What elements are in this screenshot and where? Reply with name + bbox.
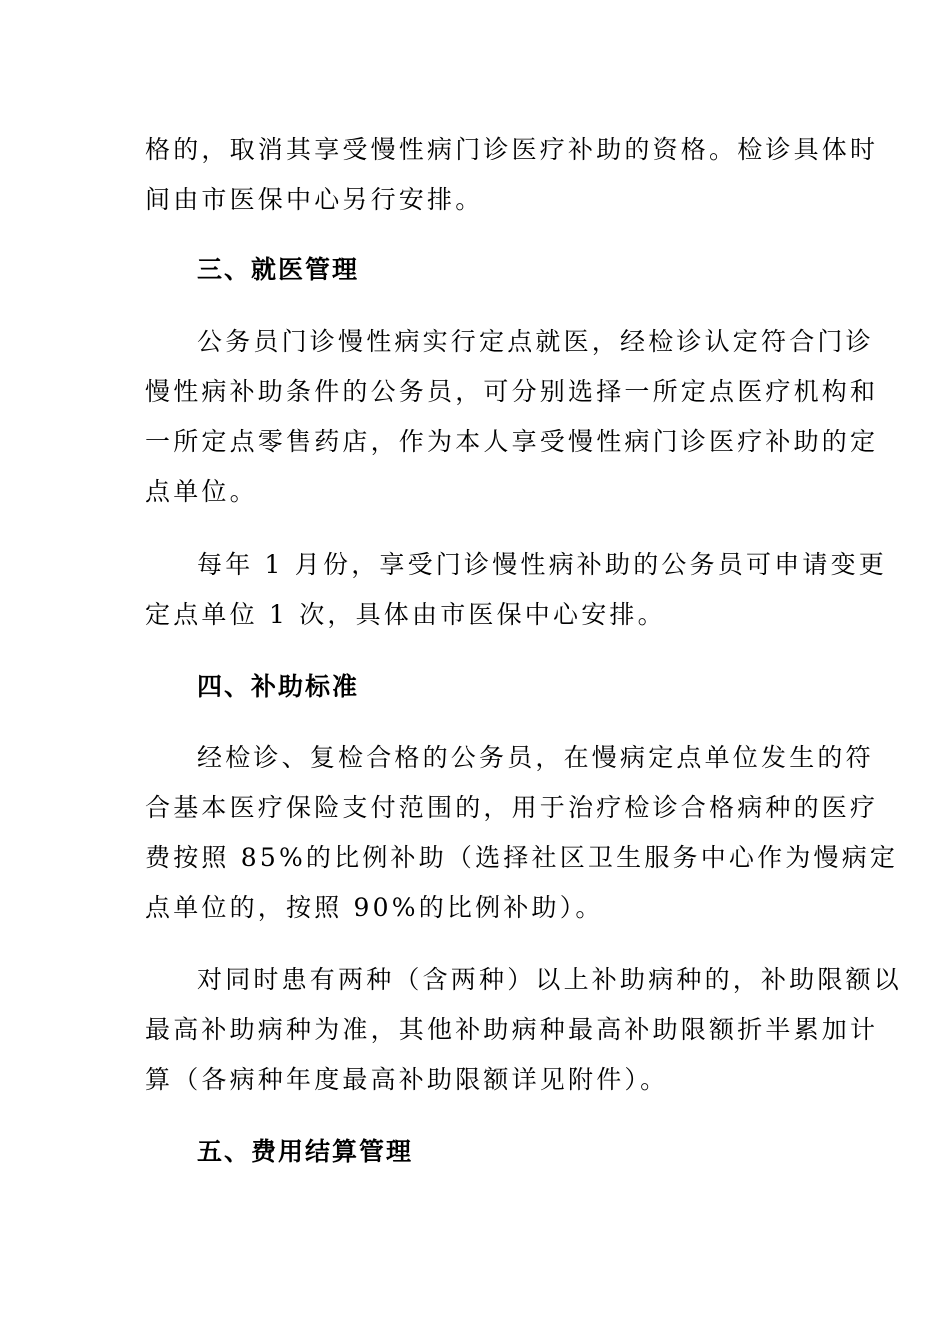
section-3-para-1-line-3: 一所定点零售药店，作为本人享受慢性病门诊医疗补助的定	[145, 427, 879, 456]
section-4-para-2-line-3: 算（各病种年度最高补助限额详见附件）。	[145, 1065, 669, 1094]
section-4-para-1-line-2: 合基本医疗保险支付范围的，用于治疗检诊合格病种的医疗	[145, 793, 879, 822]
section-3-heading: 三、就医管理	[197, 255, 360, 284]
section-3-para-2-line-2: 定点单位 1 次，具体由市医保中心安排。	[145, 600, 666, 629]
section-3-para-2-line-1: 每年 1 月份，享受门诊慢性病补助的公务员可申请变更	[197, 550, 888, 579]
section-3-para-1-line-2: 慢性病补助条件的公务员，可分别选择一所定点医疗机构和	[145, 377, 879, 406]
section-4-para-1-line-3: 费按照 85%的比例补助（选择社区卫生服务中心作为慢病定	[145, 843, 899, 872]
section-4-para-1-line-1: 经检诊、复检合格的公务员，在慢病定点单位发生的符	[197, 743, 874, 772]
continuation-line-2: 间由市医保中心另行安排。	[145, 185, 484, 214]
section-4-para-2-line-1: 对同时患有两种（含两种）以上补助病种的，补助限额以	[197, 965, 903, 994]
section-5-heading: 五、费用结算管理	[197, 1137, 414, 1166]
section-4-para-1-line-4: 点单位的，按照 90%的比例补助）。	[145, 893, 604, 922]
section-4-heading: 四、补助标准	[197, 672, 360, 701]
section-3-para-1-line-4: 点单位。	[145, 477, 258, 506]
continuation-line-1: 格的，取消其享受慢性病门诊医疗补助的资格。检诊具体时	[145, 135, 879, 164]
section-4-para-2-line-2: 最高补助病种为准，其他补助病种最高补助限额折半累加计	[145, 1015, 879, 1044]
section-3-para-1-line-1: 公务员门诊慢性病实行定点就医，经检诊认定符合门诊	[197, 327, 874, 356]
